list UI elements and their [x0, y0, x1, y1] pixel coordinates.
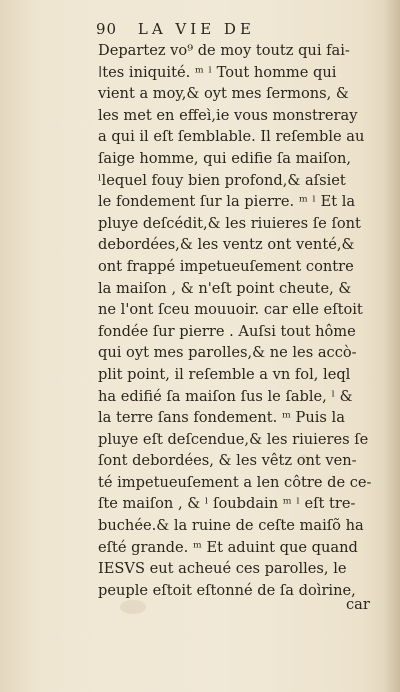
text-line: ſont debordées, & les vêtz ont ven- — [98, 452, 357, 470]
text-line: ha edifié ſa maiſon ſus le ſable, ˡ & — [98, 387, 353, 405]
text-line: ont frappé impetueuſement contre — [98, 257, 354, 275]
text-line: debordées,& les ventz ont venté,& — [98, 236, 355, 254]
text-line: Departez vo⁹ de moy toutz qui fai- — [98, 42, 350, 59]
text-line: buchée.& la ruine de ceſte maiſõ ha — [98, 517, 364, 535]
page-number: 90 — [96, 20, 118, 38]
text-line: té impetueuſement a len côtre de ce- — [98, 473, 372, 491]
running-header — [96, 20, 255, 38]
text-line: a qui il eſt ſemblable. Il reſemble au — [98, 128, 365, 146]
text-line: eſté grande. ᵐ Et aduint que quand — [98, 538, 358, 556]
text-line: pluye deſcédit,& les riuieres ſe ſont — [98, 214, 361, 232]
text-line: pluye eſt deſcendue,& les riuieres ſe — [98, 430, 369, 448]
text-line: ǀtes iniquité. ᵐ ˡ Tout homme qui — [98, 63, 337, 81]
text-line: les met en effeı̀,ie vous monstreray — [98, 106, 358, 124]
text-line: fondée ſur pierre . Auſsi tout hôme — [98, 322, 356, 340]
text-line: ſte maiſon , & ˡ ſoubdain ᵐ ˡ eſt tre- — [98, 495, 356, 513]
text-line: qui oyt mes parolles,& ne les accò- — [98, 344, 357, 362]
body-text — [98, 40, 388, 601]
text-line: le fondement ſur la pierre. ᵐ ˡ Et la — [98, 193, 356, 211]
text-line: la maiſon , & n'eſt point cheute, & — [98, 279, 352, 297]
text-line: ſaige homme, qui edifie ſa maiſon, — [98, 149, 352, 167]
text-line: IESVS eut acheué ces parolles, le — [98, 560, 347, 578]
text-line: la terre ſans fondement. ᵐ Puis la — [98, 409, 345, 427]
text-line: plit point, il reſemble a vn fol, leql — [98, 365, 351, 383]
catchword: car — [346, 596, 370, 613]
text-line: vient a moy,& oyt mes ſermons, & — [98, 85, 349, 103]
text-line: ne l'ont ſceu mouuoir. car elle eſtoit — [98, 301, 363, 319]
paper-stain — [120, 600, 146, 614]
text-line: ˡlequel fouy bien profond,& aſsiet — [98, 171, 346, 189]
running-title: LA VIE DE — [137, 20, 255, 38]
text-line: peuple eſtoit eſtonné de ſa doı̀rine, — [98, 581, 356, 599]
